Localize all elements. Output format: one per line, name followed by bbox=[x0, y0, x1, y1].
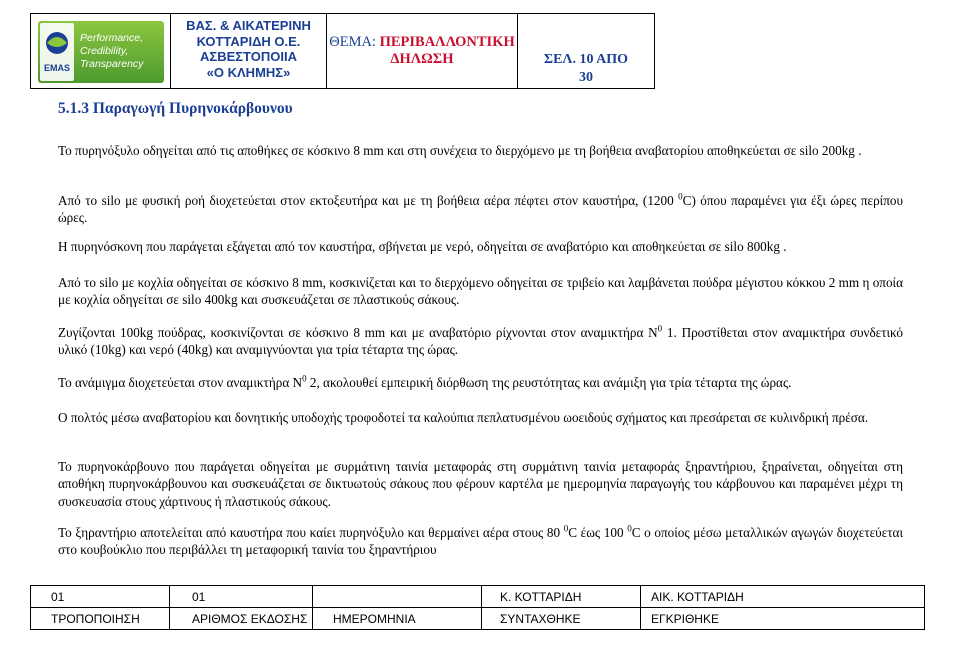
edition-cell: 01 bbox=[170, 586, 313, 608]
revision-label: ΤΡΟΠΟΠΟΙΗΣΗ bbox=[31, 608, 170, 630]
page-number bbox=[518, 14, 654, 88]
company-line: ΑΣΒΕΣΤΟΠΟΙΙΑ bbox=[200, 49, 297, 64]
company-line: ΚΟΤΤΑΡΙΔΗ Ο.Ε. bbox=[196, 33, 301, 49]
author-cell: Κ. ΚΟΤΤΑΡΙΔΗ bbox=[482, 586, 641, 608]
revision-table bbox=[30, 585, 925, 630]
date-cell bbox=[313, 586, 482, 608]
paragraph: Από το silo με κοχλία οδηγείται σε κόσκινο 8 mm, κοσκινίζεται και το διερχόμενο οδηγείται σε τριβείο και λαμβάνεται πούδρα μέγιστου κόκκου 2 mm η οποία με κοχλία οδηγείται σε silo 400kg και συσκευάζεται σε πλαστικούς σάκους. bbox=[58, 275, 903, 308]
paragraph: Το πυρηνόξυλο οδηγείται από τις αποθήκες σε κόσκινο 8 mm και στη συνέχεια το διερχόμενο με τη βοήθεια αναβατορίου αποθηκεύεται σε silo 200kg . bbox=[58, 143, 862, 158]
emas-logo bbox=[38, 21, 164, 83]
svg-text:Performance,: Performance, bbox=[80, 32, 144, 44]
document-theme bbox=[327, 14, 518, 88]
paragraph: Ζυγίζονται 100kg πούδρας, κοσκινίζονται σε κόσκινο 8 mm και με αναβατόριο ρίχνονται στον αναμικτήρα $N^0$ 1. Προστίθεται στον αναμικτήρα συνδετικό υλικό (10kg) και νερό (40kg) και αναμιγνύονται για τρία τέταρτα της ώρας. bbox=[58, 323, 903, 358]
paragraph: Η πυρηνόσκονη που παράγεται εξάγεται από τον καυστήρα, σβήνεται με νερό, οδηγείται σε αναβατόριο και αποθηκεύεται σε silo 800kg . bbox=[58, 239, 787, 254]
theme-value: ΔΗΛΩΣΗ bbox=[390, 51, 454, 67]
edition-label: ΑΡΙΘΜΟΣ ΕΚΔΟΣΗΣ bbox=[170, 608, 313, 630]
revision-labels-row bbox=[31, 608, 925, 630]
author-label: ΣΥΝΤΑΧΘΗΚΕ bbox=[482, 608, 641, 630]
approver-label: ΕΓΚΡΙΘΗΚΕ bbox=[641, 608, 925, 630]
document-header bbox=[30, 13, 655, 89]
svg-text:Transparency: Transparency bbox=[80, 58, 144, 70]
date-label: ΗΜΕΡΟΜΗΝΙΑ bbox=[313, 608, 482, 630]
theme-value: ΠΕΡΙΒΑΛΛΟΝΤΙΚΗ bbox=[379, 34, 515, 50]
paragraph: Το πυρηνοκάρβουνο που παράγεται οδηγείται με συρμάτινη ταινία μεταφοράς στη συρμάτινη ταινία μεταφοράς ξηραντήριου, ξηραίνεται, οδηγείται στη αποθήκη πυρηνοκάρβουνου και συσκευάζεται σε δικτυωτούς σάκους που φέρουν καρτέλα με ημερομηνία παραγωγής του κάρβουνου και παραμένει μέχρι τη συσκευασία στους χάρτινους ή πλαστικούς σάκους. bbox=[58, 459, 903, 509]
paragraph: Από το silo με φυσική ροή διοχετεύεται στον εκτοξευτήρα και με τη βοήθεια αέρα πέφτει στον καυστήρα, (1200 $^0$C) όπου παραμένει για έξι ώρες περίπου ώρες. bbox=[58, 191, 904, 226]
page-number-line: ΣΕΛ. 10 ΑΠΟ bbox=[543, 52, 629, 67]
paragraph: Ο πολτός μέσω αναβατορίου και δονητικής υποδοχής τροφοδοτεί τα καλούπια πεπλατυσμένου ωοειδούς σχήματος και πρεσάρεται σε κυλινδρική πρέσα. bbox=[58, 410, 869, 425]
paragraph: Το ξηραντήριο αποτελείται από καυστήρα που καίει πυρηνόξυλο και θερμαίνει αέρα στους 80 $^0$C έως 100 $^0$C ο οποίος μέσω μεταλλικών αγωγών διοχετεύεται στο κουβούκλιο που περιβάλλει τη μεταφορική ταινία του ξηραντήριου bbox=[58, 523, 903, 558]
section-title: 5.1.3 Παραγωγή Πυρηνοκάρβουνου bbox=[58, 100, 293, 117]
company-line: ΒΑΣ. & ΑΙΚΑΤΕΡΙΝΗ bbox=[186, 18, 311, 33]
revision-values-row bbox=[31, 586, 925, 608]
approver-cell: ΑΙΚ. ΚΟΤΤΑΡΙΔΗ bbox=[641, 586, 925, 608]
theme-label: ΘΕΜΑ: bbox=[329, 34, 380, 50]
company-line: «Ο ΚΛΗΜΗΣ» bbox=[206, 64, 291, 80]
revision-cell: 01 bbox=[31, 586, 170, 608]
svg-text:Credibility,: Credibility, bbox=[80, 45, 129, 57]
logo-cell bbox=[31, 14, 171, 88]
company-name bbox=[171, 14, 327, 88]
page-number-total: 30 bbox=[579, 70, 593, 85]
svg-text:EMAS: EMAS bbox=[43, 63, 71, 73]
paragraph: Το ανάμιγμα διοχετεύεται στον αναμικτήρα $N^0$ 2, ακολουθεί εμπειρική διόρθωση της ρευστότητας και ανάμιξη για τρία τέταρτα της ώρας. bbox=[58, 373, 792, 390]
